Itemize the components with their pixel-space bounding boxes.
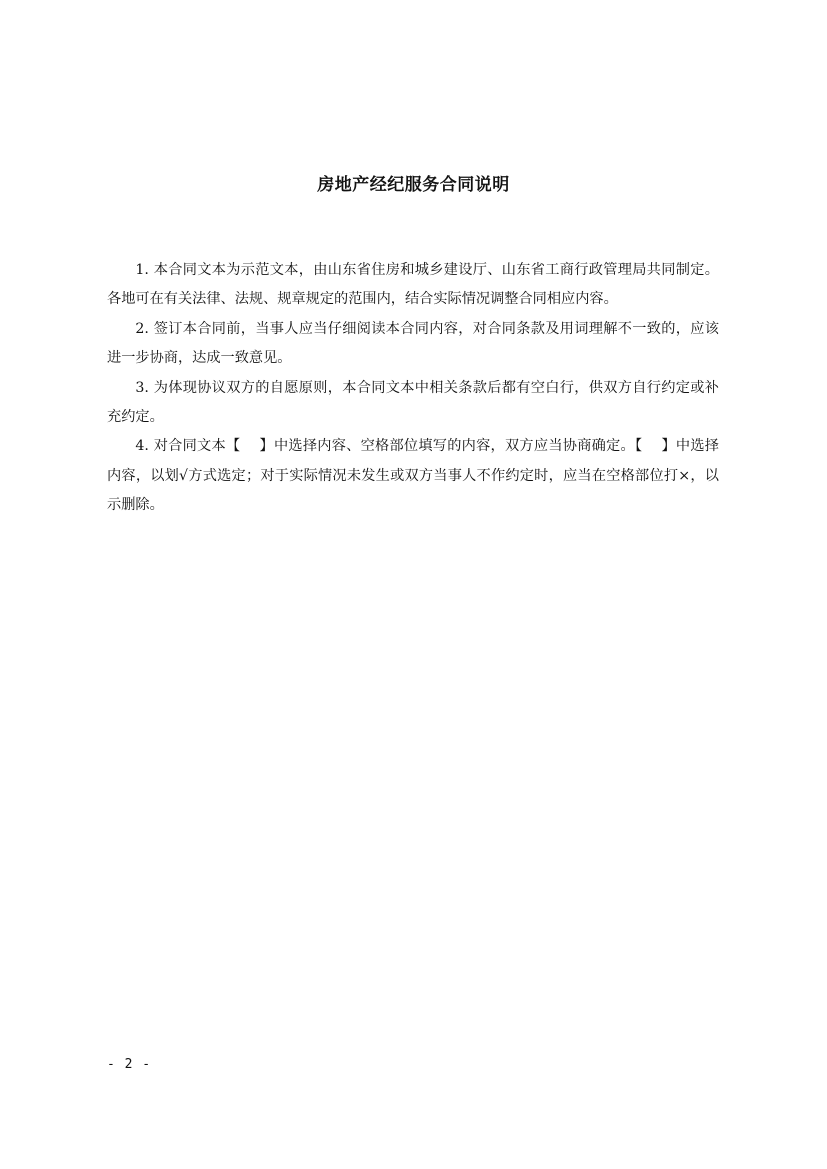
instruction-paragraph-1: 1. 本合同文本为示范文本，由山东省住房和城乡建设厅、山东省工商行政管理局共同制定。各地可在有关法律、法规、规章规定的范围内，结合实际情况调整合同相应内容。 — [107, 262, 719, 308]
page-number: - 2 - — [107, 1057, 152, 1072]
instruction-paragraph-2: 2. 签订本合同前，当事人应当仔细阅读本合同内容，对合同条款及用词理解不一致的，应该进一步协商，达成一致意见。 — [107, 320, 719, 367]
document-title: 房地产经纪服务合同说明 — [317, 175, 510, 195]
instruction-paragraph-4: 4. 对合同文本【 】中选择内容、空格部位填写的内容，双方应当协商确定。【 】中选择内容，以划√方式选定；对于实际情况未发生或双方当事人不作约定时，应当在空格部位打×，以示删除。 — [107, 438, 719, 514]
instructions-body — [107, 256, 719, 521]
instruction-paragraph-3: 3. 为体现协议双方的自愿原则，本合同文本中相关条款后都有空白行，供双方自行约定或补充约定。 — [107, 379, 719, 426]
